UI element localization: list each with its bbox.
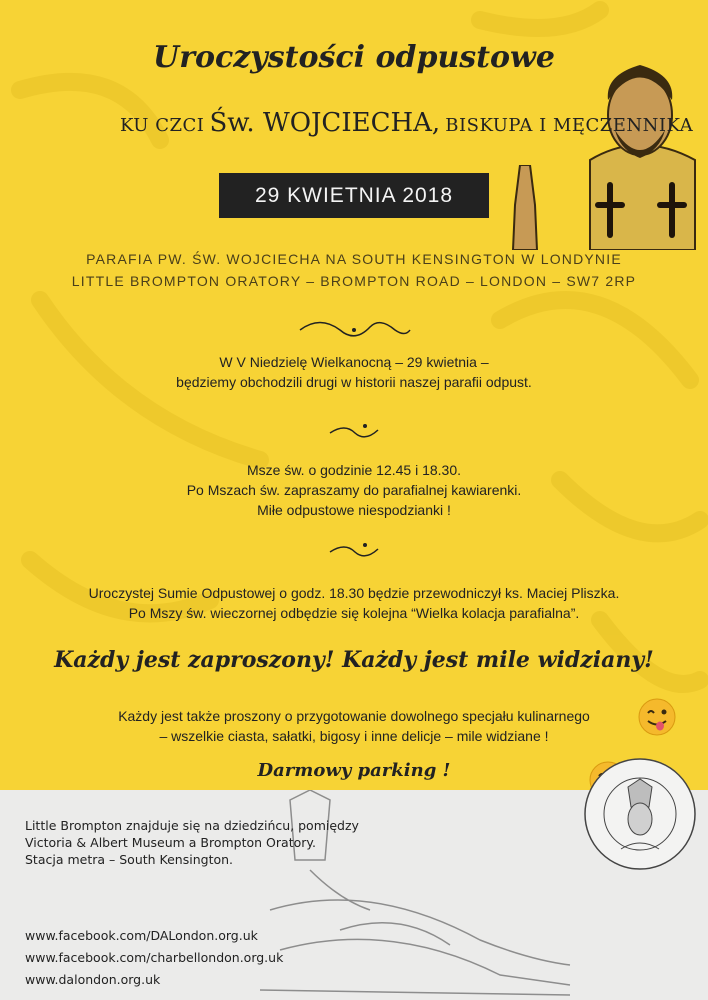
solemn-line: Uroczystej Sumie Odpustowej o godz. 18.30 będzie przewodniczył ks. Maciej Pliszka.	[88, 585, 620, 601]
blessing-hand-icon	[505, 165, 545, 250]
subtitle-prefix: KU CZCI	[120, 115, 205, 136]
mass-line: Po Mszach św. zapraszamy do parafialnej kawiarenki.	[186, 482, 522, 498]
smiley-tongue-emoji	[637, 697, 677, 737]
mass-line: Msze św. o godzinie 12.45 i 18.30.	[246, 462, 462, 478]
announcement-line: W V Niedzielę Wielkanocną – 29 kwietnia –	[219, 354, 489, 370]
address-line: LITTLE BROMPTON ORATORY – BROMPTON ROAD – LONDON – SW7 2RP	[71, 273, 637, 289]
invitation-line: – wszelkie ciasta, sałatki, bigosy i inne delicje – mile widziane !	[159, 728, 549, 744]
invitation-text	[0, 706, 708, 746]
flourish-ornament	[0, 537, 708, 567]
flourish-ornament	[0, 315, 708, 345]
announcement-line: będziemy obchodzili drugi w historii naszej parafii odpust.	[176, 374, 532, 390]
location-line: Little Brompton znajduje się na dziedzińcu, pomiędzy	[25, 818, 359, 833]
announcement-text	[0, 352, 708, 392]
mass-times-text	[0, 460, 708, 520]
parish-address	[0, 248, 708, 292]
facebook-charbellondon-link[interactable]: www.facebook.com/charbellondon.org.uk	[25, 950, 284, 965]
mass-line: Miłe odpustowe niespodzianki !	[257, 502, 451, 518]
poster-title: Uroczystości odpustowe	[153, 40, 555, 75]
location-line: Stacja metra – South Kensington.	[25, 852, 234, 867]
parish-seal	[583, 757, 697, 871]
poster-subtitle	[120, 108, 693, 138]
location-line: Victoria & Albert Museum a Brompton Oratory.	[25, 835, 316, 850]
location-info	[25, 817, 359, 868]
facebook-dalondon-link[interactable]: www.facebook.com/DALondon.org.uk	[25, 928, 258, 943]
subtitle-saint: Św. WOJCIECHA,	[209, 108, 441, 138]
parish-line: PARAFIA PW. ŚW. WOJCIECHA NA SOUTH KENSINGTON W LONDYNIE	[86, 251, 622, 267]
subtitle-suffix: BISKUPA I MĘCZENNIKA	[445, 115, 694, 136]
invitation-headline: Każdy jest zaproszony! Każdy jest mile widziany!	[54, 647, 654, 673]
solemn-line: Po Mszy św. wieczornej odbędzie się kolejna “Wielka kolacja parafialna”.	[128, 605, 580, 621]
invitation-line: Każdy jest także proszony o przygotowanie dowolnego specjału kulinarnego	[118, 708, 590, 724]
solemn-mass-text	[0, 583, 708, 623]
parking-note: Darmowy parking !	[257, 760, 451, 781]
flourish-ornament	[0, 418, 708, 448]
website-links	[25, 925, 283, 991]
event-date: 29 KWIETNIA 2018	[219, 173, 489, 218]
dalondon-website-link[interactable]: www.dalondon.org.uk	[25, 972, 161, 987]
